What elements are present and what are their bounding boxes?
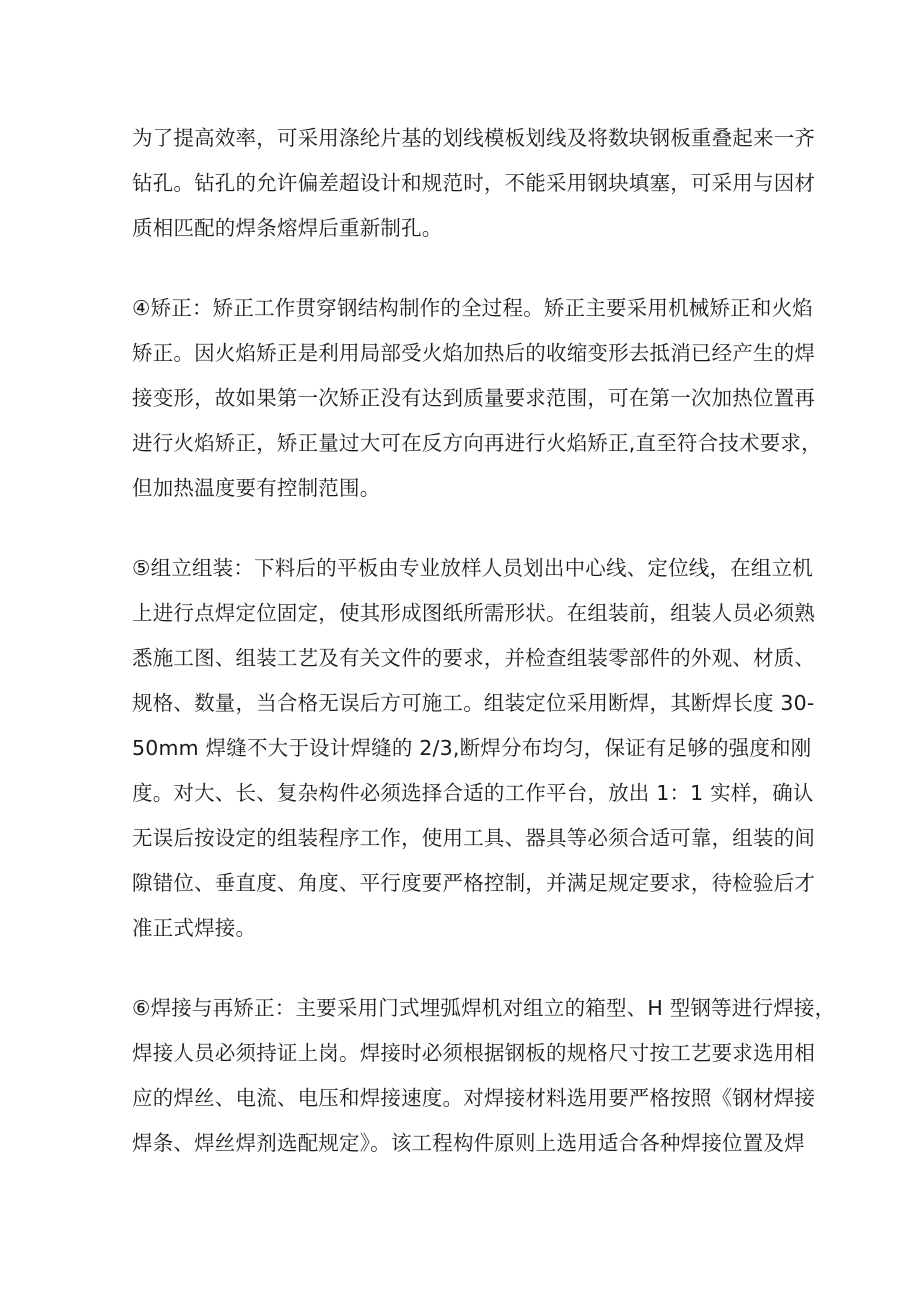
text-line: 为了提高效率，可采用涤纶片基的划线模板划线及将数块钢板重叠起来一齐 (132, 126, 816, 150)
text-line: 焊接人员必须持证上岗。焊接时必须根据钢板的规格尺寸按工艺要求选用相 (132, 1041, 816, 1065)
text-line: 应的焊丝、电流、电压和焊接速度。对焊接材料选用要严格按照《钢材焊接 (132, 1086, 816, 1110)
paragraph-straightening (132, 286, 822, 511)
paragraph-drilling (132, 116, 816, 251)
text-line: 悉施工图、组装工艺及有关文件的要求，并检查组装零部件的外观、材质、 (132, 646, 816, 670)
text-line: 隙错位、垂直度、角度、平行度要严格控制，并满足规定要求，待检验后才 (132, 871, 816, 895)
text-line: 接变形，故如果第一次矫正没有达到质量要求范围，可在第一次加热位置再 (132, 386, 816, 410)
text-line: 度。对大、长、复杂构件必须选择合适的工作平台，放出 1：1 实样，确认 (132, 781, 814, 805)
text-line: 50mm 焊缝不大于设计焊缝的 2/3,断焊分布均匀，保证有足够的强度和刚 (132, 736, 812, 760)
document-body (132, 116, 836, 1201)
text-line: 焊条、焊丝焊剂选配规定》。该工程构件原则上选用适合各种焊接位置及焊 (132, 1131, 805, 1155)
text-line: ⑥焊接与再矫正：主要采用门式埋弧焊机对组立的箱型、H 型钢等进行焊接， (132, 996, 836, 1020)
text-line: 质相匹配的焊条熔焊后重新制孔。 (132, 216, 443, 240)
paragraph-assembly (132, 546, 816, 951)
text-line: 规格、数量，当合格无误后方可施工。组装定位采用断焊，其断焊长度 30- (132, 691, 815, 715)
text-line: ④矫正：矫正工作贯穿钢结构制作的全过程。矫正主要采用机械矫正和火焰 (132, 296, 813, 320)
text-line: 无误后按设定的组装程序工作，使用工具、器具等必须合适可靠，组装的间 (132, 826, 816, 850)
paragraph-welding (132, 986, 836, 1166)
text-line: 矫正。因火焰矫正是利用局部受火焰加热后的收缩变形去抵消已经产生的焊 (132, 341, 816, 365)
text-line: ⑤组立组装：下料后的平板由专业放样人员划出中心线、定位线，在组立机 (132, 556, 813, 580)
text-line: 上进行点焊定位固定，使其形成图纸所需形状。在组装前，组装人员必须熟 (132, 601, 816, 625)
text-line: 钻孔。钻孔的允许偏差超设计和规范时，不能采用钢块填塞，可采用与因材 (132, 171, 816, 195)
text-line: 但加热温度要有控制范围。 (132, 476, 381, 500)
text-line: 进行火焰矫正，矫正量过大可在反方向再进行火焰矫正,直至符合技术要求， (132, 431, 822, 455)
text-line: 准正式焊接。 (132, 916, 257, 940)
